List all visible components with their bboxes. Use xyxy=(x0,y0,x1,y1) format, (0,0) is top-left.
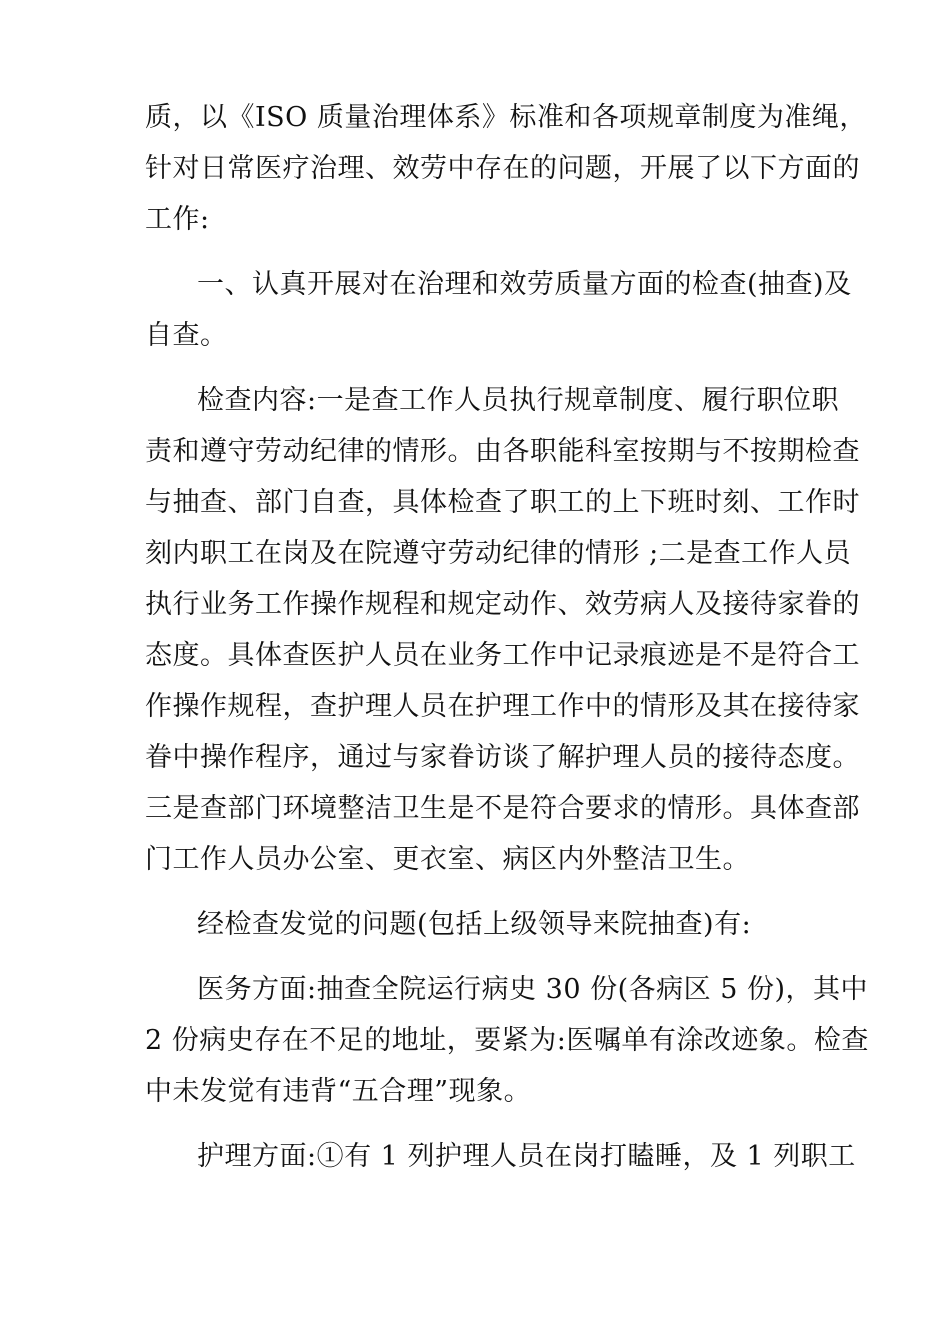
paragraph-1-line-1: 质，以《ISO 质量治理体系》标准和各项规章制度为准绳， xyxy=(145,102,867,133)
medical-affairs-line-2: 2 份病史存在不足的地址，要紧为:医嘱单有涂改迹象。检查 xyxy=(145,1025,869,1056)
inspection-content-line-9: 三是查部门环境整洁卫生是不是符合要求的情形。具体查部 xyxy=(145,793,860,824)
inspection-content-line-10: 门工作人员办公室、更衣室、病区内外整洁卫生。 xyxy=(145,844,750,875)
inspection-content-line-4: 刻内职工在岗及在院遵守劳动纪律的情形 ;二是查工作人员 xyxy=(145,538,852,569)
nursing-line-1: 护理方面:①有 1 列护理人员在岗打瞌睡，及 1 列职工 xyxy=(197,1141,856,1172)
inspection-content-line-6: 态度。具体查医护人员在业务工作中记录痕迹是不是符合工 xyxy=(145,640,860,671)
inspection-content-line-3: 与抽查、部门自查，具体检查了职工的上下班时刻、工作时 xyxy=(145,487,860,518)
inspection-content-line-5: 执行业务工作操作规程和规定动作、效劳病人及接待家眷的 xyxy=(145,589,860,620)
section-heading-line-2: 自查。 xyxy=(145,320,228,351)
inspection-content-line-1: 检查内容:一是查工作人员执行规章制度、履行职位职 xyxy=(197,385,840,416)
inspection-content-line-2: 责和遵守劳动纪律的情形。由各职能科室按期与不按期检查 xyxy=(145,436,860,467)
inspection-content-line-7: 作操作规程，查护理人员在护理工作中的情形及其在接待家 xyxy=(145,691,860,722)
inspection-content-line-8: 眷中操作程序，通过与家眷访谈了解护理人员的接待态度。 xyxy=(145,742,860,773)
medical-affairs-line-1: 医务方面:抽查全院运行病史 30 份(各病区 5 份)，其中 xyxy=(197,974,869,1005)
paragraph-1-line-2: 针对日常医疗治理、效劳中存在的问题，开展了以下方面的 xyxy=(145,153,860,184)
findings-intro-line: 经检查发觉的问题(包括上级领导来院抽查)有: xyxy=(197,909,752,940)
paragraph-1-line-3: 工作: xyxy=(145,204,210,235)
medical-affairs-line-3: 中未发觉有违背“五合理”现象。 xyxy=(145,1076,532,1107)
section-heading-line-1: 一、认真开展对在治理和效劳质量方面的检查(抽查)及 xyxy=(197,269,852,300)
